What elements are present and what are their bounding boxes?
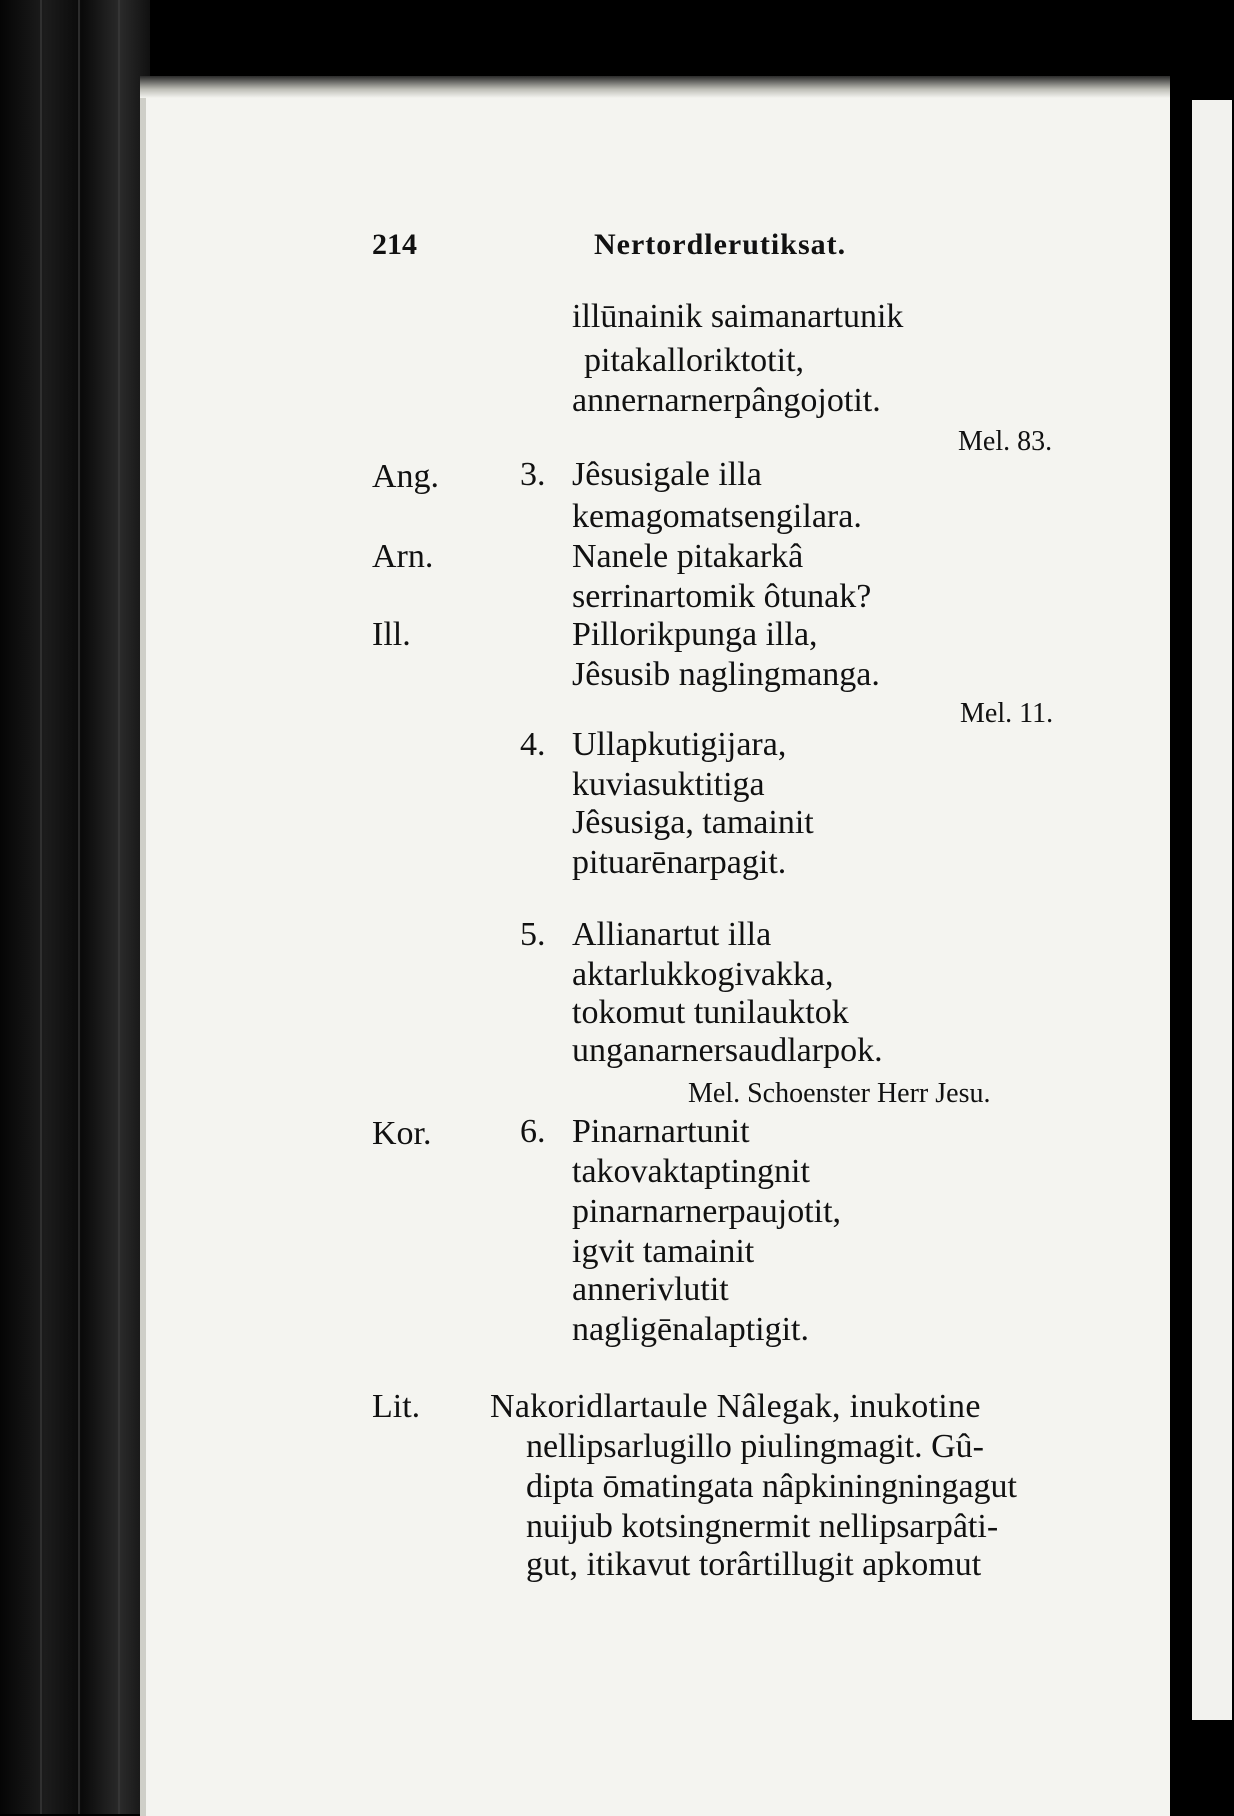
paragraph-line: gut, itikavut torârtillugit apkomut	[526, 1546, 982, 1583]
paragraph-line: nellipsarlugillo piulingmagit. Gû-	[526, 1428, 985, 1465]
text-line: Allianartut illa	[572, 916, 772, 953]
text-line: Ullapkutigijara,	[572, 726, 787, 763]
text-line: kemagomatsengilara.	[572, 498, 862, 535]
text-line: tokomut tunilauktok	[572, 994, 849, 1031]
text-line: aktarlukkogivakka,	[572, 956, 834, 993]
text-line: kuviasuktitiga	[572, 766, 765, 803]
margin-label-arn: Arn.	[372, 538, 434, 575]
verse-number: 6.	[520, 1113, 546, 1150]
margin-label-lit: Lit.	[372, 1388, 421, 1425]
verse-number: 4.	[520, 726, 546, 763]
page-top-edge	[140, 76, 1170, 98]
text-line: unganarnersaudlarpok.	[572, 1032, 883, 1069]
text-line: pituarēnarpagit.	[572, 844, 787, 881]
text-line: illūnainik saimanartunik	[572, 298, 904, 335]
paragraph-line: nuijub kotsingnermit nellipsarpâti-	[526, 1508, 999, 1545]
margin-label-ill: Ill.	[372, 616, 411, 653]
text-line: annerivlutit	[572, 1271, 729, 1308]
text-line: Jêsusib naglingmanga.	[572, 656, 880, 693]
text-line: Jêsusiga, tamainit	[572, 804, 814, 841]
margin-label-ang: Ang.	[372, 458, 440, 495]
text-line: annernarnerpângojotit.	[572, 382, 881, 419]
facing-page-edge	[1170, 0, 1234, 1814]
paragraph-line: dipta ōmatingata nâpkiningningagut	[526, 1468, 1018, 1505]
verse-number: 5.	[520, 916, 546, 953]
text-line: serrinartomik ôtunak?	[572, 578, 872, 615]
text-line: Pillorikpunga illa,	[572, 616, 818, 653]
text-line: igvit tamainit	[572, 1233, 755, 1270]
text-line: Pinarnartunit	[572, 1113, 750, 1150]
paragraph-line: Nakoridlartaule Nâlegak, inukotine	[490, 1388, 981, 1425]
melody-reference: Mel. 11.	[960, 698, 1054, 729]
running-title: Nertordlerutiksat.	[594, 228, 847, 261]
text-line: Jêsusigale illa	[572, 456, 762, 493]
text-line: takovaktaptingnit	[572, 1153, 810, 1190]
page-number: 214	[372, 228, 417, 261]
margin-label-kor: Kor.	[372, 1115, 432, 1152]
text-line: pitakalloriktotit,	[584, 342, 805, 379]
melody-reference: Mel. Schoenster Herr Jesu.	[688, 1078, 991, 1109]
book-binding	[0, 0, 150, 1814]
melody-reference: Mel. 83.	[958, 426, 1053, 457]
text-line: pinarnarnerpaujotit,	[572, 1193, 842, 1230]
text-line: nagligēnalaptigit.	[572, 1311, 809, 1348]
text-line: Nanele pitakarkâ	[572, 538, 804, 575]
verse-number: 3.	[520, 456, 546, 493]
